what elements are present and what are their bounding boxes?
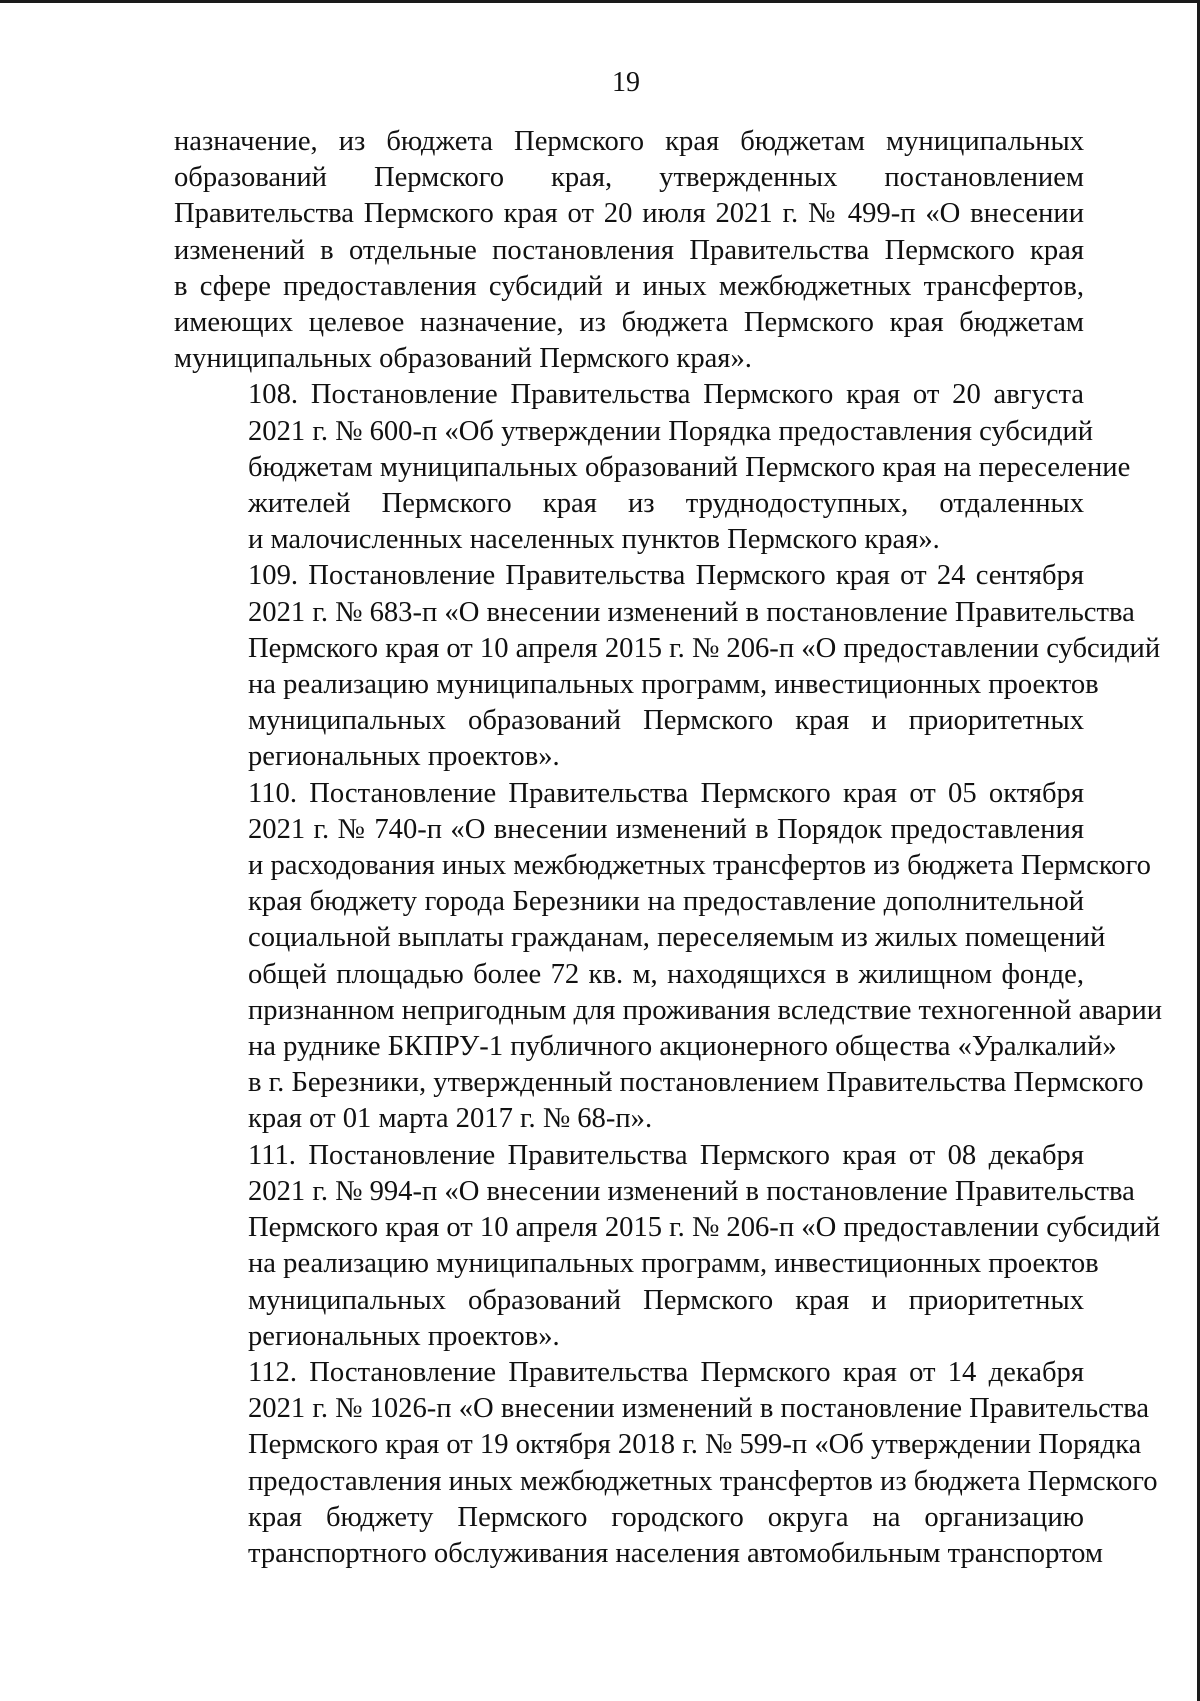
text-line: 2021 г. № 994-п «О внесении изменений в постановление Правительства	[248, 1175, 1135, 1207]
text-line: 110. Постановление Правительства Пермского края от 05 октября	[248, 777, 1084, 809]
text-line: жителей Пермского края из труднодоступных, отдаленных	[248, 488, 1084, 520]
paragraph-continuation	[174, 124, 1084, 377]
text-line: на руднике БКПРУ-1 публичного акционерного общества «Уралкалий»	[248, 1031, 1117, 1063]
text-line: края бюджету Пермского городского округа на организацию	[248, 1501, 1084, 1533]
text-line: и малочисленных населенных пунктов Пермского края».	[248, 524, 940, 556]
text-line: предоставления иных межбюджетных трансфертов из бюджета Пермского	[248, 1465, 1158, 1497]
text-line: в сфере предоставления субсидий и иных межбюджетных трансфертов,	[174, 270, 1084, 302]
text-line: 109. Постановление Правительства Пермского края от 24 сентября	[248, 560, 1084, 592]
text-line: 108. Постановление Правительства Пермского края от 20 августа	[248, 379, 1084, 411]
paragraph-item-111	[174, 1138, 1161, 1355]
text-line: региональных проектов».	[248, 1320, 560, 1352]
text-line: 2021 г. № 683-п «О внесении изменений в постановление Правительства	[248, 596, 1135, 628]
page-number: 19	[612, 67, 640, 98]
text-line: Пермского края от 19 октября 2018 г. № 599-п «Об утверждении Порядка	[248, 1429, 1142, 1461]
text-line: на реализацию муниципальных программ, инвестиционных проектов	[248, 1248, 1099, 1280]
text-line: муниципальных образований Пермского края и приоритетных	[248, 705, 1084, 737]
document-body	[174, 124, 1163, 1572]
text-line: Пермского края от 10 апреля 2015 г. № 206-п «О предоставлении субсидий	[248, 1212, 1161, 1244]
text-line: признанном непригодным для проживания вследствие техногенной аварии	[248, 994, 1163, 1026]
text-line: 2021 г. № 740-п «О внесении изменений в Порядок предоставления	[248, 813, 1084, 845]
text-line: 111. Постановление Правительства Пермского края от 08 декабря	[248, 1139, 1084, 1171]
text-line: края от 01 марта 2017 г. № 68-п».	[248, 1103, 653, 1135]
text-line: муниципальных образований Пермского края».	[174, 343, 752, 375]
paragraph-item-108	[174, 377, 1131, 558]
text-line: 2021 г. № 600-п «Об утверждении Порядка предоставления субсидий	[248, 415, 1094, 447]
text-line: края бюджету города Березники на предоставление дополнительной	[248, 886, 1084, 918]
text-line: Правительства Пермского края от 20 июля 2021 г. № 499-п «О внесении	[174, 198, 1084, 230]
paragraph-item-110	[174, 776, 1163, 1138]
text-line: назначение, из бюджета Пермского края бюджетам муниципальных	[174, 126, 1084, 157]
text-line: муниципальных образований Пермского края и приоритетных	[248, 1284, 1084, 1316]
scan-border-top	[0, 0, 1200, 3]
text-line: Пермского края от 10 апреля 2015 г. № 206-п «О предоставлении субсидий	[248, 632, 1161, 664]
text-line: 2021 г. № 1026-п «О внесении изменений в постановление Правительства	[248, 1393, 1150, 1425]
text-line: на реализацию муниципальных программ, инвестиционных проектов	[248, 669, 1099, 701]
text-line: имеющих целевое назначение, из бюджета Пермского края бюджетам	[174, 307, 1084, 339]
paragraph-item-109	[174, 558, 1161, 775]
text-line: региональных проектов».	[248, 741, 560, 773]
text-line: общей площадью более 72 кв. м, находящихся в жилищном фонде,	[248, 958, 1084, 990]
paragraph-item-112	[174, 1355, 1158, 1572]
text-line: 112. Постановление Правительства Пермского края от 14 декабря	[248, 1356, 1084, 1388]
text-line: в г. Березники, утвержденный постановлением Правительства Пермского	[248, 1067, 1144, 1099]
text-line: образований Пермского края, утвержденных постановлением	[174, 162, 1084, 194]
text-line: бюджетам муниципальных образований Пермского края на переселение	[248, 451, 1131, 483]
text-line: транспортного обслуживания населения автомобильным транспортом	[248, 1537, 1103, 1569]
text-line: социальной выплаты гражданам, переселяемым из жилых помещений	[248, 922, 1106, 954]
text-line: изменений в отдельные постановления Правительства Пермского края	[174, 234, 1084, 266]
text-line: и расходования иных межбюджетных трансфертов из бюджета Пермского	[248, 850, 1151, 882]
